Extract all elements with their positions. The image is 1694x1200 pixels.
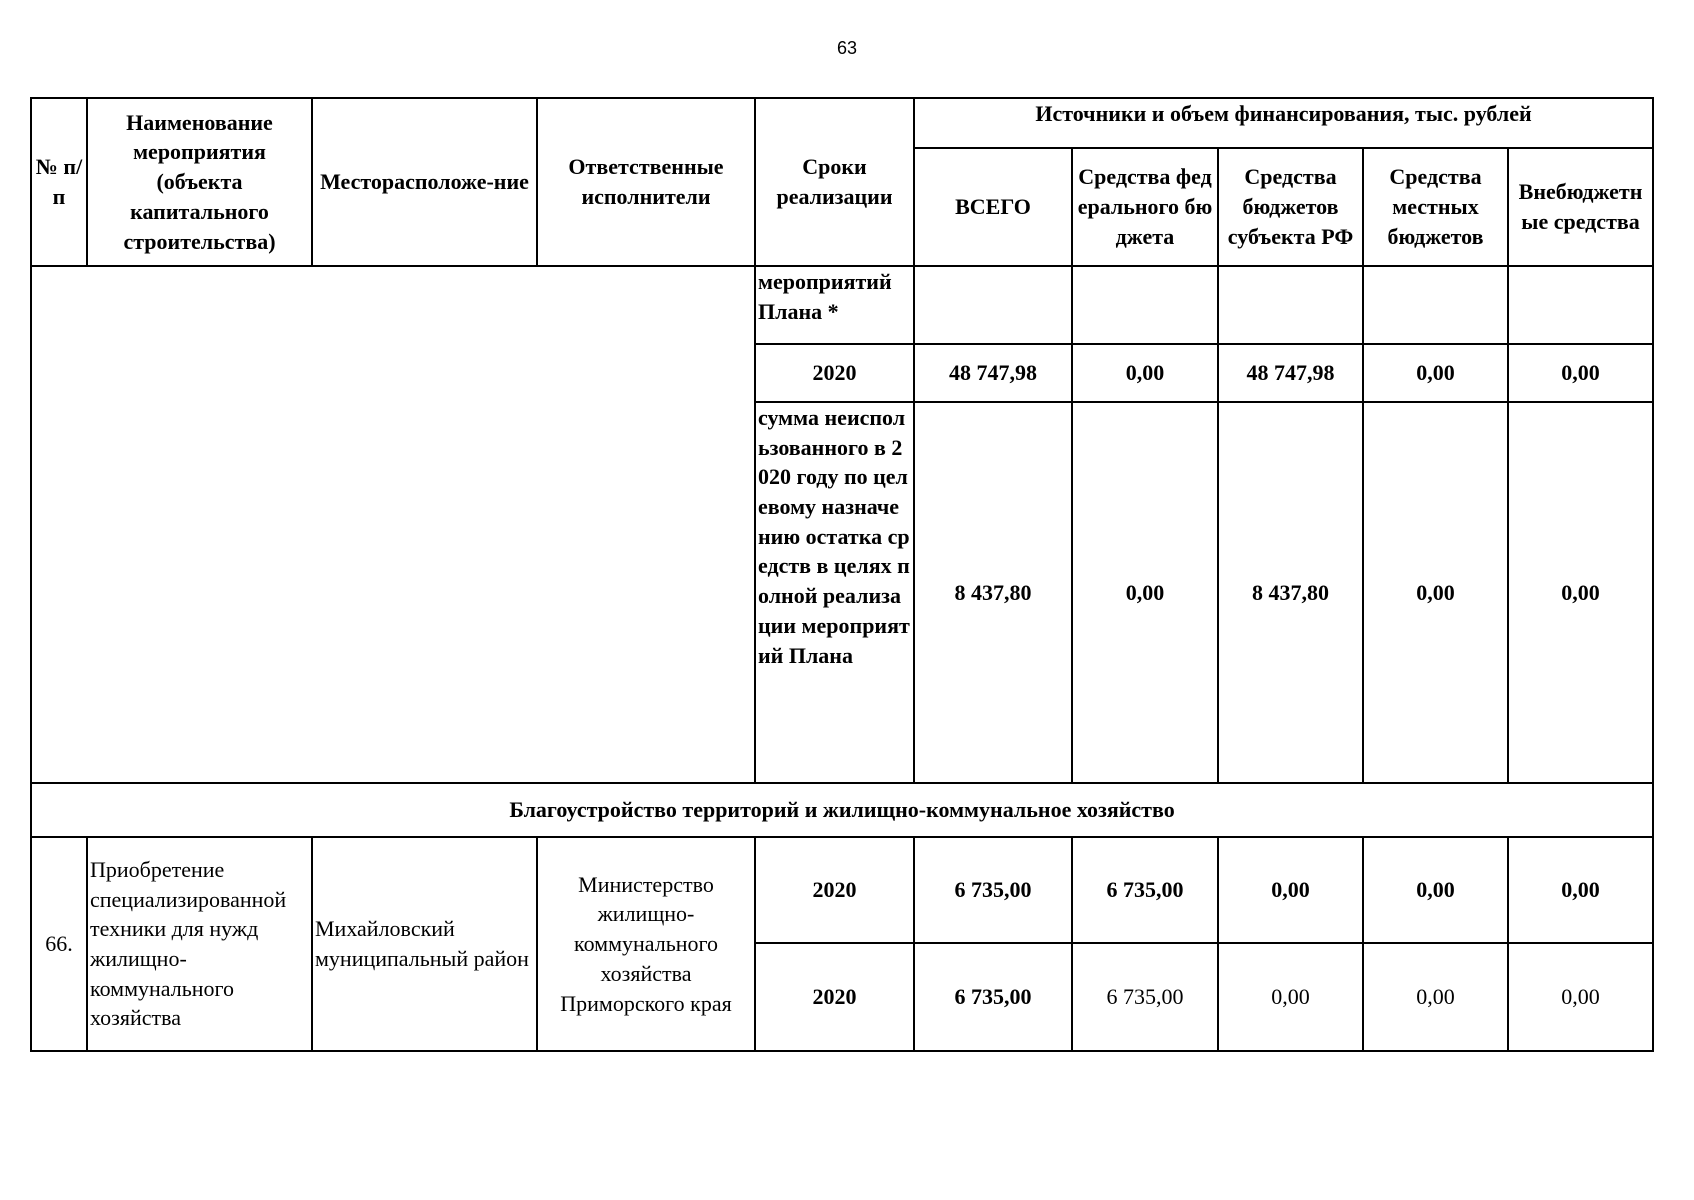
header-name: Наименование мероприятия (объекта капитального строительства) — [87, 98, 312, 266]
item66-location: Михайловский муниципальный район — [312, 837, 537, 1051]
row3-extra: 0,00 — [1508, 402, 1653, 783]
row3-federal: 0,00 — [1072, 402, 1218, 783]
row1-extra — [1508, 266, 1653, 344]
row1-total — [914, 266, 1072, 344]
header-num: № п/п — [31, 98, 87, 266]
row2-subject: 48 747,98 — [1218, 344, 1363, 402]
header-sources: Источники и объем финансирования, тыс. рублей — [914, 98, 1653, 148]
financing-table — [30, 97, 1654, 1052]
row2-local: 0,00 — [1363, 344, 1508, 402]
row3-total: 8 437,80 — [914, 402, 1072, 783]
item66-name: Приобретение специализированной техники для нужд жилищно-коммунального хозяйства — [87, 837, 312, 1051]
header-location: Месторасположе-ние — [312, 98, 537, 266]
header-federal: Средства федерального бюджета — [1072, 148, 1218, 266]
row1-local — [1363, 266, 1508, 344]
row2-federal: 0,00 — [1072, 344, 1218, 402]
item66-sub2-extra: 0,00 — [1508, 943, 1653, 1051]
header-total: ВСЕГО — [914, 148, 1072, 266]
row3-local: 0,00 — [1363, 402, 1508, 783]
row1-term: мероприятий Плана * — [755, 266, 914, 344]
row2-extra: 0,00 — [1508, 344, 1653, 402]
header-extra: Внебюджетные средства — [1508, 148, 1653, 266]
row1-federal — [1072, 266, 1218, 344]
blank-merged-cell — [31, 266, 755, 783]
item66-sub2-local: 0,00 — [1363, 943, 1508, 1051]
item66-sub1-term: 2020 — [755, 837, 914, 943]
header-responsible: Ответственные исполнители — [537, 98, 755, 266]
header-local: Средства местных бюджетов — [1363, 148, 1508, 266]
header-terms: Сроки реализации — [755, 98, 914, 266]
row1-subject — [1218, 266, 1363, 344]
page-number: 63 — [836, 38, 858, 58]
table-row — [31, 266, 1653, 344]
item66-sub1-federal: 6 735,00 — [1072, 837, 1218, 943]
section-row — [31, 783, 1653, 837]
item66-sub2-term: 2020 — [755, 943, 914, 1051]
item66-responsible: Министерство жилищно-коммунального хозяйства Приморского края — [537, 837, 755, 1051]
row2-term: 2020 — [755, 344, 914, 402]
row2-total: 48 747,98 — [914, 344, 1072, 402]
item66-sub2-federal: 6 735,00 — [1072, 943, 1218, 1051]
row3-term: сумма неиспользованного в 2020 году по целевому назначению остатка средств в целях полной реализации мероприятий Плана — [755, 402, 914, 783]
header-subject: Средства бюджетов субъекта РФ — [1218, 148, 1363, 266]
item66-sub2-total: 6 735,00 — [914, 943, 1072, 1051]
item66-sub1-total: 6 735,00 — [914, 837, 1072, 943]
item66-sub2-subject: 0,00 — [1218, 943, 1363, 1051]
row3-subject: 8 437,80 — [1218, 402, 1363, 783]
table-row — [31, 837, 1653, 943]
item66-sub1-subject: 0,00 — [1218, 837, 1363, 943]
section-title: Благоустройство территорий и жилищно-коммунальное хозяйство — [31, 783, 1653, 837]
item66-sub1-extra: 0,00 — [1508, 837, 1653, 943]
item66-num: 66. — [31, 837, 87, 1051]
header-row-1 — [31, 98, 1653, 148]
item66-sub1-local: 0,00 — [1363, 837, 1508, 943]
